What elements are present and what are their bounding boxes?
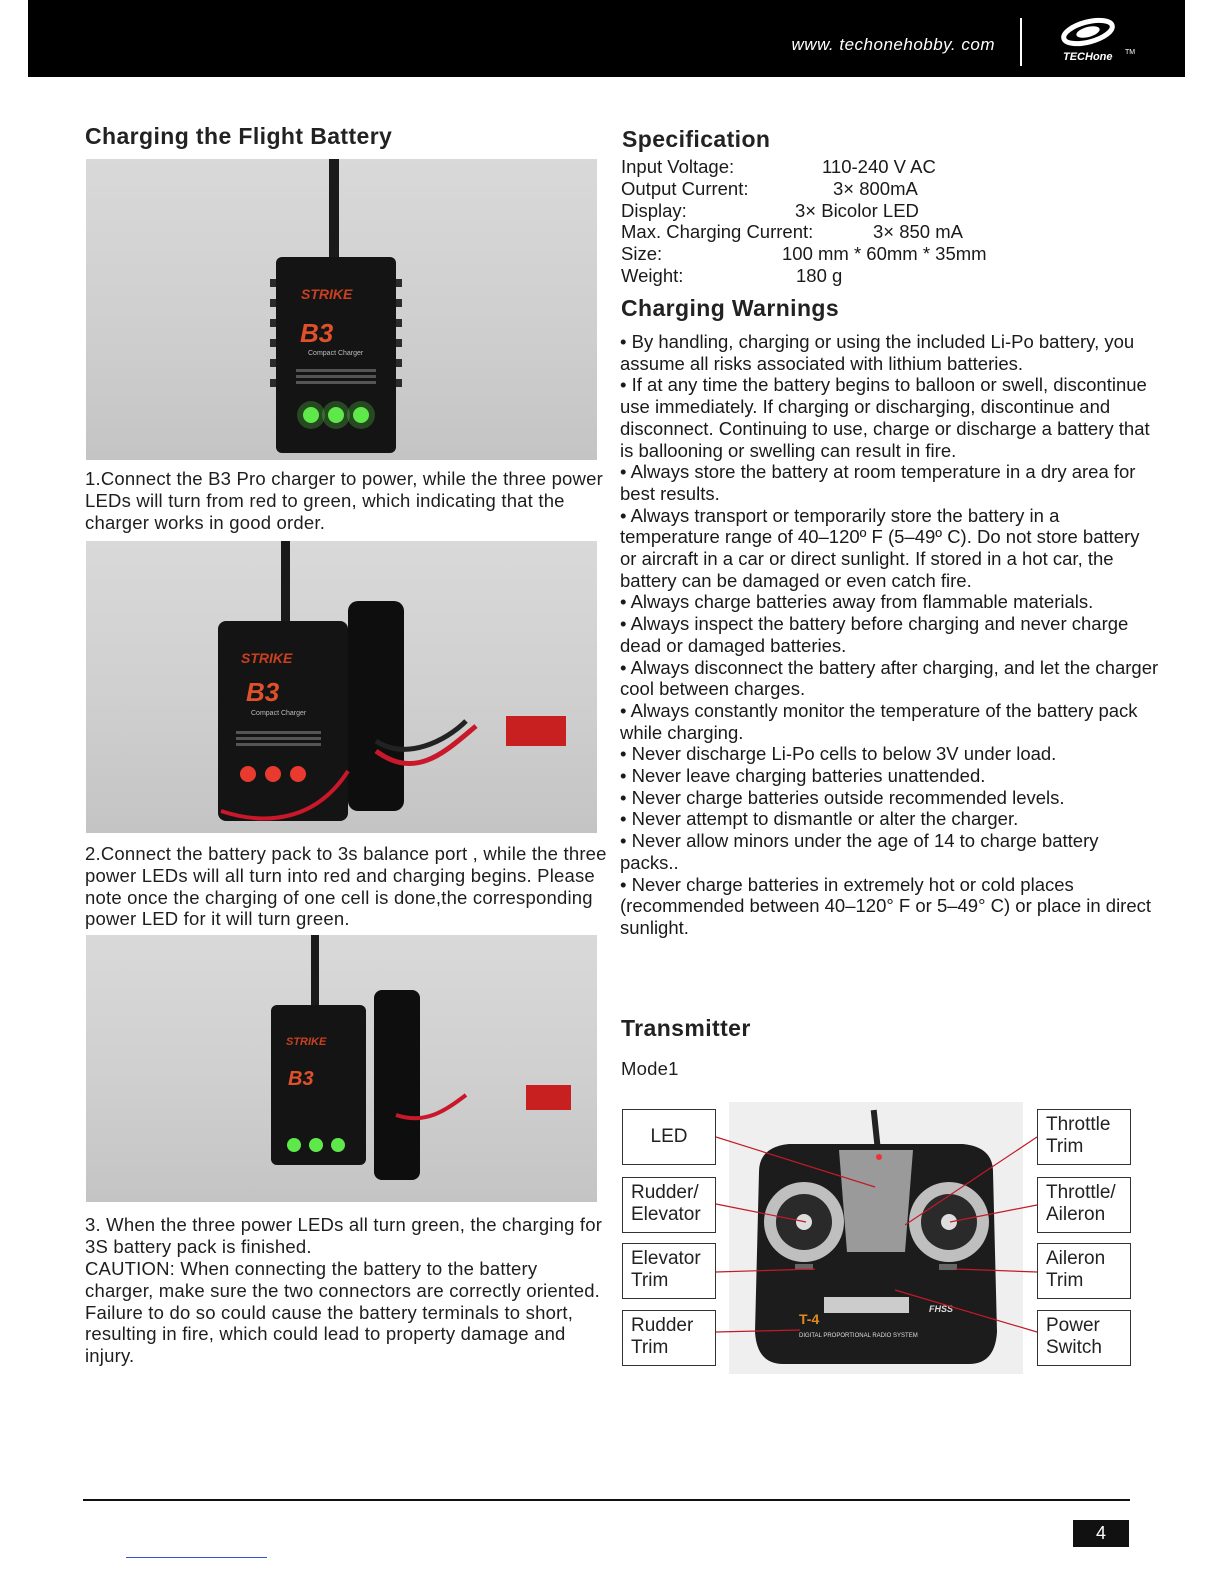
callout-power-switch: Power Switch — [1037, 1310, 1131, 1366]
page-header — [28, 0, 1185, 77]
svg-text:T-4: T-4 — [799, 1311, 820, 1327]
warnings-list — [620, 331, 1160, 939]
spec-row: Weight: 180 g — [621, 264, 843, 286]
warning-item: • Always transport or temporarily store the battery in a temperature range of 40–120º F (5–49º C). Do not store battery or aircraft in a car or direct sunlight. If stored in a hot car, the battery can be damaged or even catch fire. — [620, 504, 1140, 591]
charger-photo-1 — [86, 159, 597, 460]
warning-item: • Always store the battery at room temperature in a dry area for best results. — [620, 461, 1136, 504]
techone-logo — [1033, 14, 1143, 66]
warning-item: • Never charge batteries in extremely hot or cold places (recommended between 40–120° F or 5–49° C) or place in direct sunlight. — [620, 873, 1152, 938]
specification-table — [621, 156, 1161, 287]
warning-item: • Never charge batteries outside recommended levels. — [620, 786, 1065, 808]
svg-text:FHSS: FHSS — [929, 1304, 954, 1314]
warning-item: • Always charge batteries away from flammable materials. — [620, 591, 1094, 613]
svg-text:B3: B3 — [246, 677, 280, 707]
svg-text:TM: TM — [1125, 49, 1136, 56]
caution-text: CAUTION: When connecting the battery to the battery charger, make sure the two connectors are correctly oriented. Failure to do so could cause the battery terminals to short, resulting in fire, which could lead to property damage and injury. — [85, 1258, 601, 1367]
callout-elevator-trim: Elevator Trim — [622, 1243, 716, 1299]
warning-item: • By handling, charging or using the included Li-Po battery, you assume all risks associated with lithium batteries. — [620, 331, 1135, 374]
charger-photo-3 — [86, 935, 597, 1202]
spec-row: Size: 100 mm * 60mm * 35mm — [621, 243, 987, 265]
footer-link-underline — [126, 1557, 267, 1558]
transmitter-title: Transmitter — [621, 1015, 751, 1041]
spec-row: Display: 3× Bicolor LED — [621, 199, 919, 221]
warning-item: • Always inspect the battery before charging and never charge dead or damaged batteries. — [620, 613, 1129, 656]
svg-text:STRIKE: STRIKE — [301, 286, 353, 302]
callout-rudder-elevator: Rudder/ Elevator — [622, 1177, 716, 1233]
website-url[interactable]: www. techonehobby. com — [791, 35, 995, 54]
callout-aileron-trim: Aileron Trim — [1037, 1243, 1131, 1299]
spec-row: Input Voltage: 110-240 V AC — [621, 156, 936, 177]
mode-label: Mode1 — [621, 1058, 679, 1079]
warning-item: • Never leave charging batteries unattended. — [620, 765, 986, 787]
footer-rule — [83, 1499, 1130, 1501]
svg-text:DIGITAL PROPORTIONAL RADIO SYS: DIGITAL PROPORTIONAL RADIO SYSTEM — [799, 1333, 918, 1339]
svg-text:STRIKE: STRIKE — [286, 1036, 327, 1048]
step-3-text: 3. When the three power LEDs all turn green, the charging for 3S battery pack is finished. — [85, 1214, 603, 1257]
charging-title: Charging the Flight Battery — [85, 123, 393, 149]
specification-title: Specification — [622, 126, 771, 152]
warnings-title: Charging Warnings — [621, 295, 840, 321]
callout-rudder-trim: Rudder Trim — [622, 1310, 716, 1366]
header-separator — [1020, 18, 1022, 66]
callout-throttle-trim: Throttle Trim — [1037, 1109, 1131, 1165]
spec-row: Output Current: 3× 800mA — [621, 177, 918, 199]
svg-text:STRIKE: STRIKE — [241, 650, 293, 666]
transmitter-photo — [729, 1102, 1023, 1374]
warning-item: • Always constantly monitor the temperature of the battery pack while charging. — [620, 699, 1138, 743]
svg-text:TECHone: TECHone — [1063, 51, 1113, 63]
step-1-text: 1.Connect the B3 Pro charger to power, while the three power LEDs will turn from red to green, which indicating that the charger works in good order. — [85, 468, 603, 533]
charger-photo-2 — [86, 541, 597, 833]
warning-item: • Never discharge Li-Po cells to below 3V under load. — [620, 743, 1057, 765]
warning-item: • Never allow minors under the age of 14 to charge battery packs.. — [620, 830, 1099, 873]
svg-text:B3: B3 — [300, 318, 334, 348]
spec-row: Max. Charging Current: 3× 850 mA — [621, 221, 963, 243]
callout-led: LED — [622, 1109, 716, 1165]
warning-item: • If at any time the battery begins to balloon or swell, discontinue use immediately. If charging or discharging, discontinue and disconnect. Continuing to use, charge or discharge a battery that is ballooning or swelling can result in fire. — [620, 374, 1150, 461]
warning-item: • Always disconnect the battery after charging, and let the charger cool between charges. — [620, 656, 1159, 700]
svg-text:B3: B3 — [288, 1068, 314, 1090]
warning-item: • Never attempt to dismantle or alter the charger. — [620, 808, 1019, 830]
svg-text:Compact Charger: Compact Charger — [251, 710, 307, 717]
page-number: 4 — [1073, 1520, 1129, 1547]
step-2-text: 2.Connect the battery pack to 3s balance port , while the three power LEDs will all turn into red and charging begins. Please note once the charging of one cell is done,the corresponding power LED for it will turn green. — [85, 843, 607, 930]
svg-text:Compact Charger: Compact Charger — [308, 350, 364, 357]
callout-throttle-aileron: Throttle/ Aileron — [1037, 1177, 1131, 1233]
